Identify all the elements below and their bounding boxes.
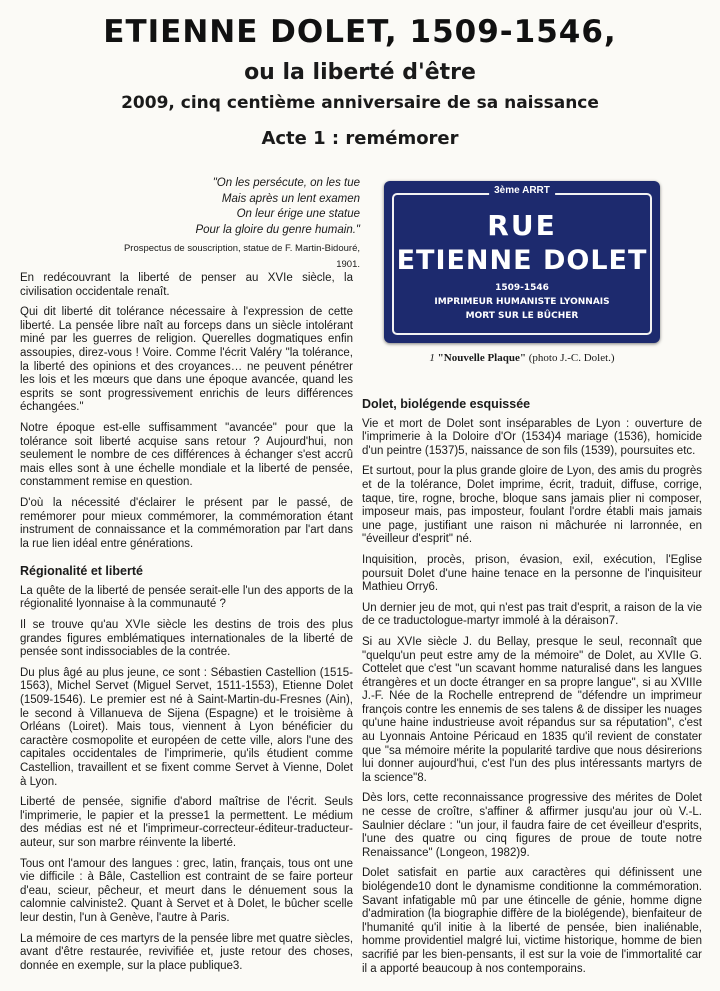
epigraph-source: Prospectus de souscription, statue de F. Martin-Bidouré, 1901.: [123, 243, 360, 270]
paragraph: Qui dit liberté dit tolérance nécessaire à l'expression de cette liberté. La pensée libre naît au forceps dans un siècle intolérant miné par les guerres de religion. Querelles dogmatiques enfin assoupies, direz-vous ! Voire. Comme l'écrit Valéry "la tolérance, la liberté des opinions et des croyances… ne peuvent pénétrer les lois et les mœurs que dans une époque avancée, quand les esprits se sont progressivement enrichis de leurs différences échangées.": [20, 306, 353, 414]
street-plaque: [384, 181, 660, 343]
epigraph-line: On leur érige une statue: [236, 208, 360, 220]
plaque-desc-1: IMPRIMEUR HUMANISTE LYONNAIS: [434, 297, 610, 307]
epigraph-line: Mais après un lent examen: [221, 192, 360, 205]
left-column: [20, 272, 353, 980]
epigraph: [110, 176, 360, 272]
paragraph: Et surtout, pour la plus grande gloire de Lyon, des amis du progrès et de la tolérance, Dolet imprime, écrit, traduit, diffuse, corrige, taque, tire, rogne, broche, bloque sans jamais plier ni composer, imposeur mais, pas imposteur, foulant l'ordre établi mais jamais une page, justifiant une raison ni mâchurée ni larronnée, en "éveilleur d'esprit" né.: [362, 465, 702, 546]
right-column: [362, 398, 702, 983]
epigraph-line: Pour la gloire du genre humain.": [195, 223, 360, 236]
paragraph: La quête de la liberté de pensée serait-elle l'un des apports de la régionalité lyonnaise à la communauté ?: [20, 584, 353, 611]
anniversary-subtitle: 2009, cinq centième anniversaire de sa naissance: [121, 93, 599, 113]
caption-credit: (photo J.-C. Dolet.): [528, 352, 615, 364]
street-plaque-photo: [384, 181, 660, 343]
paragraph: Liberté de pensée, signifie d'abord maîtrise de l'écrit. Seuls l'imprimerie, le papier et la presse1 la permettent. Le médium des médias est né et l'imprimeur-correcteur-éditeur-traducteur-auteur, sur son marbre réinvente la liberté.: [20, 796, 353, 849]
paragraph: Vie et mort de Dolet sont inséparables de Lyon : ouverture de l'imprimerie à la Doloire d'Or (1534)4 mariage (1536), homicide d'un peintre (1537)5, naissance de son fils (1539), poursuites etc.: [362, 417, 702, 457]
paragraph: Du plus âgé au plus jeune, ce sont : Sébastien Castellion (1515-1563), Michel Servet (Miguel Servet, 1511-1553), Etienne Dolet (1509-1546). Le premier est né à Saint-Martin-du-Fresnes (Ain), le second à Villanueva de Sijena (Espagne) et le troisième à Orléans (Loiret). Mais tous, viennent à Lyon bénéficier du caractère cosmopolite et européen de cette ville, alors l'une des capitales occidentales de l'imprimerie, qu'ils étudient comme Castellion, travaillent et se fixent comme Servet à Vienne, Dolet à Lyon.: [20, 666, 353, 788]
section-heading: Régionalité et liberté: [20, 564, 143, 579]
paragraph: D'où la nécessité d'éclairer le présent par le passé, de remémorer pour mieux commémorer, la commémoration étant instrument de connaissance et la commémoration par l'art dans la rue lien idéal entre générations.: [20, 496, 353, 550]
page-subtitle: ou la liberté d'être: [244, 60, 476, 85]
plaque-desc-2: MORT SUR LE BÛCHER: [465, 311, 579, 321]
act-heading: Acte 1 : remémorer: [261, 128, 459, 149]
paragraph: Un dernier jeu de mot, qui n'est pas trait d'esprit, a raison de la vie de ce traductologue-martyr immolé à la déraison7.: [362, 601, 702, 628]
paragraph: Tous ont l'amour des langues : grec, latin, français, tous ont une vie difficile : à Bâle, Castellion est contraint de se faire porteur d'eau, scieur, pêcheur, et meurt dans le dénuement sous la calomnie calviniste2. Quant à Servet et à Dolet, le bûcher scelle leur destin, l'un à Genève, l'autre à Paris.: [20, 857, 353, 924]
plaque-name: ETIENNE DOLET: [396, 245, 648, 276]
paragraph: Inquisition, procès, prison, évasion, exil, exécution, l'Eglise poursuit Dolet d'une haine tenace en la personne de l'inquisiteur Mathieu Orry6.: [362, 553, 702, 594]
paragraph: Il se trouve qu'au XVIe siècle les destins de trois des plus grandes figures emblématiques internationales de la liberté de pensée sont indissociables de la contrée.: [20, 619, 353, 659]
paragraph: Si au XVIe siècle J. du Bellay, presque le seul, reconnaît que "quelqu'un peut estre amy de la mémoire" de Dolet, au XVIIe G. Cottelet que c'est "un scavant homme naturalisé dans les langues étrangères et un docte étranger en sa propre langue", si au XVIIIe J.-F. Née de la Rochelle entreprend de "défendre un imprimeur françois contre les ennemis de ses talens & de dissiper les nuages qu'une haine industrieuse avoit répandus sur sa réputation", c'est au Lyonnais Antoine Péricaud en 1835 qu'il revient de constater que "sa mémoire mérite la popularité tardive que nous désirerions lui donner aujourd'hui, c'est l'un des plus intéressants martyrs de la science"8.: [362, 635, 702, 784]
plaque-arrondissement: 3ème ARRT: [489, 185, 555, 196]
figure-caption: [384, 352, 660, 364]
plaque-dates: 1509-1546: [495, 283, 549, 293]
caption-number: 1: [429, 352, 435, 364]
paragraph: En redécouvrant la liberté de penser au XVIe siècle, la civilisation occidentale renaît.: [20, 272, 353, 298]
paragraph: La mémoire de ces martyrs de la pensée libre met quatre siècles, avant d'être restaurée, revivifiée et, juste retour des choses, donnée en exemple, sur la place publique3.: [20, 932, 354, 972]
epigraph-line: "On les persécute, on les tue: [212, 177, 360, 189]
paragraph: Notre époque est-elle suffisamment "avancée" pour que la tolérance soit liberté acquise sans retour ? Aujourd'hui, non seulement le nombre de ces différences à échanger s'est accrû mais elles sont à une échelle mondiale et la liberté de pensée, constamment remise en question.: [20, 421, 353, 489]
paragraph: Dolet satisfait en partie aux caractères qui définissent une biolégende10 dont le dynamisme conditionne la commémoration. Savant infatigable mû par une étincelle de génie, homme digne d'admiration (la biographie diffère de la biolégende), bienfaiteur de l'humanité qu'il initie à la liberté de pensée, bien inaliénable, homme providentiel malgré lui, victime historique, homme de bien sacrifié par les bien-pensants, il est sur la voie de l'immortalité car il a apporté beaucoup à nos contemporains.: [362, 867, 702, 975]
paragraph: Dès lors, cette reconnaissance progressive des mérites de Dolet ne cesse de croître, s'affiner & affirmer jusqu'au jour où V.-L. Saulnier déclare : "un jour, il faudra faire de cet éveilleur d'esprits, l'une des quatre ou cinq figures de proue de toute notre Renaissance" (Longeon, 1982)9.: [362, 792, 702, 859]
section-heading: Dolet, biolégende esquissée: [362, 397, 531, 411]
page-title: ETIENNE DOLET, 1509-1546,: [103, 14, 617, 50]
caption-title: "Nouvelle Plaque": [437, 352, 526, 364]
plaque-rue: RUE: [487, 209, 557, 242]
